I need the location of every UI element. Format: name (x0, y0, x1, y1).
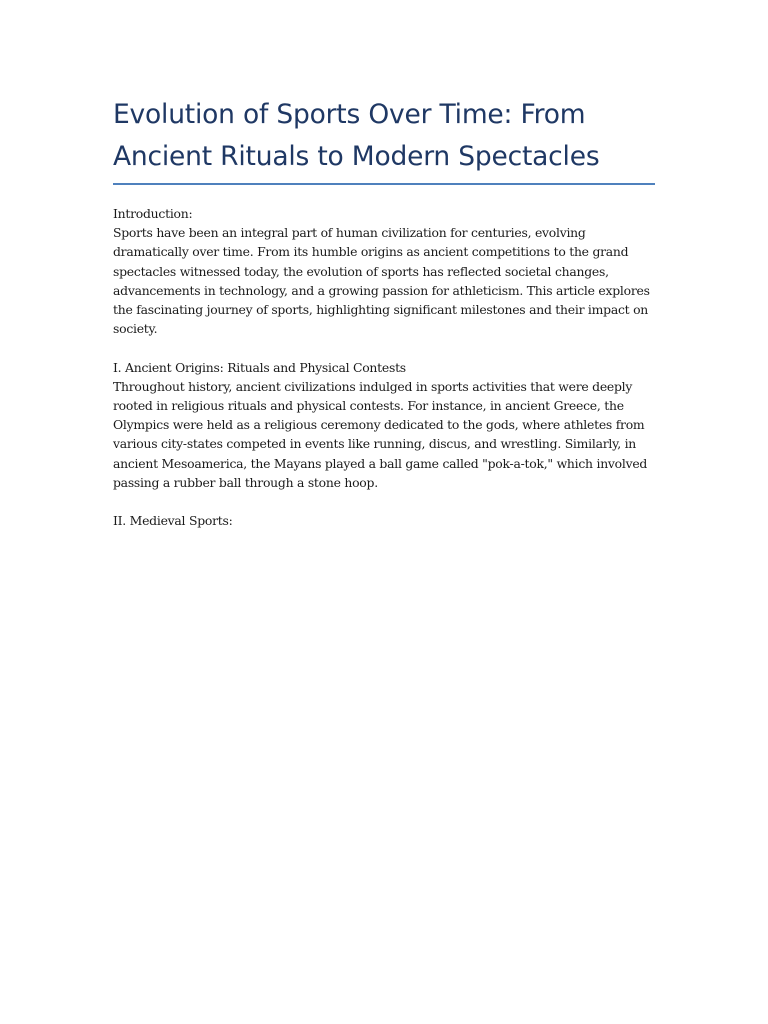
paragraph-spacer (113, 338, 655, 357)
document-title (113, 94, 655, 185)
document-content (113, 94, 655, 530)
section-paragraph-introduction: Sports have been an integral part of human civilization for centuries, evolving dramatically over time. From its humble origins as ancient competitions to the grand spectacles witnessed today, the evolution of sports has reflected societal changes, advancements in technology, and a growing passion for athleticism. This article explores the fascinating journey of sports, highlighting significant milestones and their impact on society. (113, 225, 650, 337)
document-title-line-1: Evolution of Sports Over Time: From (113, 99, 586, 130)
section-heading-introduction: Introduction: (113, 206, 193, 221)
section-heading-medieval-sports: II. Medieval Sports: (113, 513, 233, 529)
document-title-line-2: Ancient Rituals to Modern Spectacles (113, 141, 600, 172)
document-body (113, 204, 655, 530)
paragraph-spacer (113, 492, 655, 511)
section-paragraph-ancient-origins: Throughout history, ancient civilizations indulged in sports activities that were deeply rooted in religious rituals and physical contests. For instance, in ancient Greece, the Olympics were held as a religious ceremony dedicated to the gods, where athletes from various city-states competed in events like running, discus, and wrestling. Similarly, in ancient Mesoamerica, the Mayans played a ball game called "pok-a-tok," which involved passing a rubber ball through a stone hoop. (113, 378, 648, 490)
section-heading-ancient-origins: I. Ancient Origins: Rituals and Physical Contests (113, 359, 406, 375)
